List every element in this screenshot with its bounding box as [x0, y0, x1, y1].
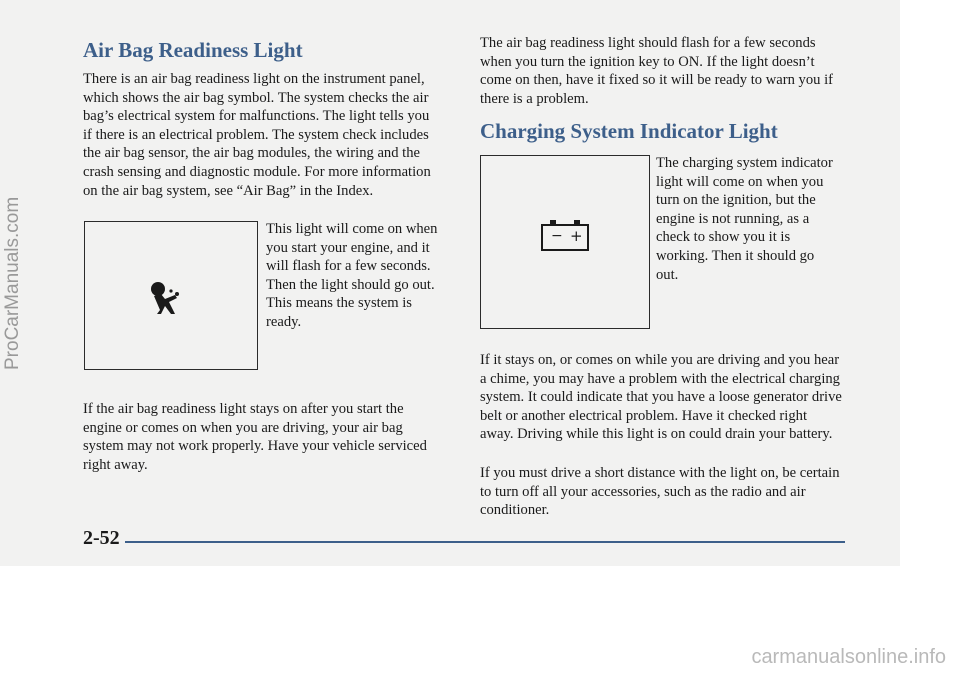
battery-minus-symbol: −	[551, 228, 563, 244]
battery-icon	[539, 218, 591, 252]
page-number: 2-52	[83, 527, 120, 549]
airbag-figure-caption: This light will come on when you start your engine, and it will flash for a few seconds. Then the light should go out. This means the system is ready.	[266, 221, 438, 330]
airbag-flash-paragraph: The air bag readiness light should flash for a few seconds when you turn the ignition key to ON. If the light doesn’t come on then, have it fixed so it will be ready to warn you if there is a problem.	[480, 35, 833, 107]
airbag-section-title: Air Bag Readiness Light	[83, 38, 303, 62]
side-watermark: ProCarManuals.com	[2, 196, 23, 370]
charging-figure-caption: The charging system indicator light will come on when you turn on the ignition, but the engine is not running, as a check to show you it is working. Then it should go out.	[656, 155, 833, 283]
airbag-warning-paragraph: If the air bag readiness light stays on after you start the engine or comes on when you are driving, your air bag system may not work properly. Have your vehicle serviced right away.	[83, 401, 427, 473]
charging-section-title: Charging System Indicator Light	[480, 119, 778, 143]
bottom-watermark: carmanualsonline.info	[751, 646, 946, 668]
airbag-warning-icon	[147, 280, 187, 316]
airbag-light-figure	[84, 221, 258, 370]
charging-accessories-paragraph: If you must drive a short distance with the light on, be certain to turn off all your accessories, such as the radio and air conditioner.	[480, 465, 840, 519]
footer-rule	[125, 541, 845, 543]
charging-light-figure	[480, 155, 650, 329]
battery-plus-symbol: +	[570, 227, 583, 245]
airbag-intro-paragraph: There is an air bag readiness light on the instrument panel, which shows the air bag symbol. The system checks the air bag’s electrical system for malfunctions. The light tells you if there is an electrical problem. The system check includes the air bag sensor, the air bag modules, the wiring and the crash sensing and diagnostic module. For more information on the air bag system, see “Air Bag” in the Index.	[83, 71, 431, 199]
charging-problem-paragraph: If it stays on, or comes on while you are driving and you hear a chime, you may have a problem with the electrical charging system. It could indicate that you have a loose generator drive belt or another electrical problem. Have it checked right away. Driving while this light is on could drain your battery.	[480, 352, 842, 443]
